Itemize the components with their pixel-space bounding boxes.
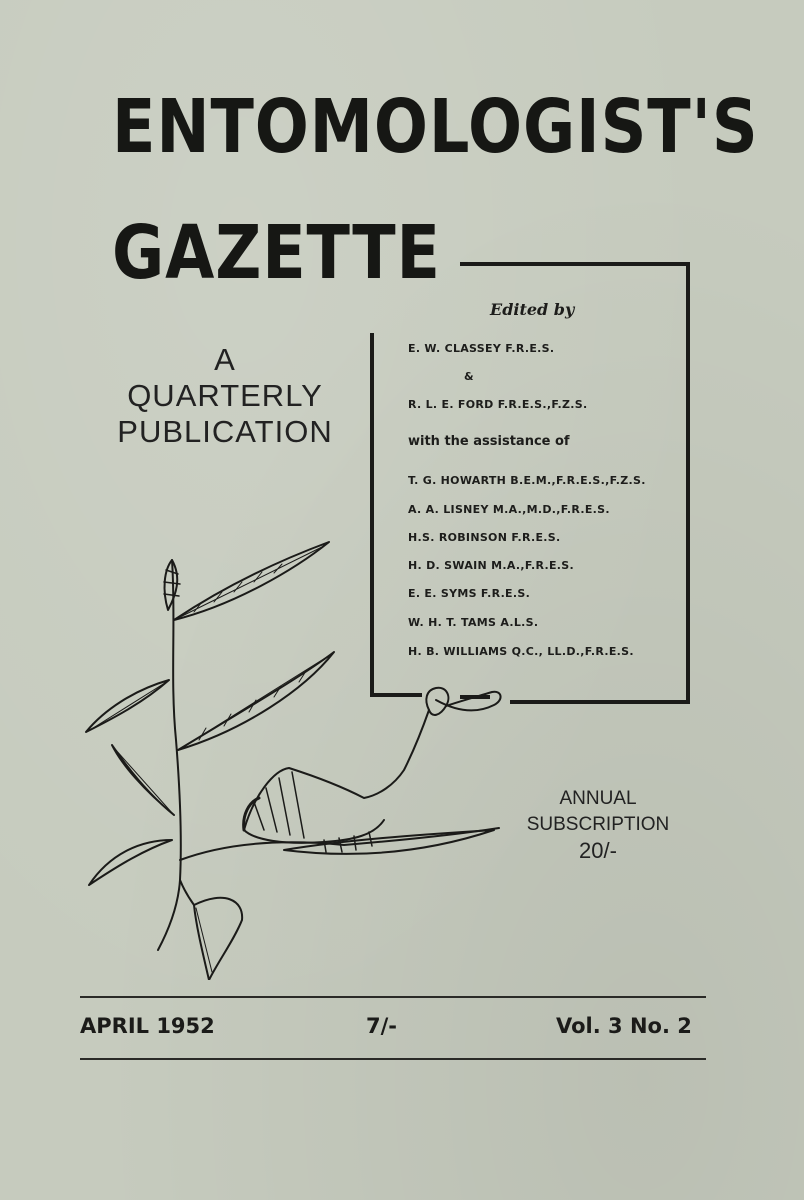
- subtitle-line: PUBLICATION: [117, 414, 333, 449]
- assistant-name: E. E. SYMS F.R.E.S.: [408, 587, 531, 600]
- assistant-name: A. A. LISNEY M.A.,M.D.,F.R.E.S.: [408, 503, 610, 516]
- editor-name: E. W. CLASSEY F.R.E.S.: [408, 342, 555, 355]
- footer-rule-bottom: [80, 1058, 706, 1060]
- annual-subscription: [522, 786, 674, 864]
- publication-subtitle: [100, 342, 350, 450]
- subtitle-line: QUARTERLY: [127, 378, 323, 413]
- assistant-name: T. G. HOWARTH B.E.M.,F.R.E.S.,F.Z.S.: [408, 474, 646, 487]
- footer-rule-top: [80, 996, 706, 998]
- assistant-name: H. D. SWAIN M.A.,F.R.E.S.: [408, 559, 574, 572]
- subscription-price: 20/-: [579, 838, 617, 863]
- assistant-name: H. B. WILLIAMS Q.C., LL.D.,F.R.E.S.: [408, 645, 634, 658]
- editor-ampersand: &: [464, 370, 474, 383]
- assistant-name: W. H. T. TAMS A.L.S.: [408, 616, 539, 629]
- subscription-line: ANNUAL: [559, 788, 637, 809]
- title-line-1: ENTOMOLOGIST'S: [112, 84, 759, 170]
- issue-date: APRIL 1952: [80, 1014, 215, 1038]
- assistant-name: H.S. ROBINSON F.R.E.S.: [408, 531, 561, 544]
- subscription-line: SUBSCRIPTION: [526, 814, 670, 835]
- editor-name: R. L. E. FORD F.R.E.S.,F.Z.S.: [408, 398, 588, 411]
- title-line-2: GAZETTE: [112, 210, 441, 296]
- edited-by-label: Edited by: [490, 300, 575, 319]
- issue-price: 7/-: [366, 1014, 397, 1038]
- caterpillar-on-willow-icon: [84, 540, 514, 980]
- assistance-label: with the assistance of: [408, 434, 570, 449]
- issue-volume: Vol. 3 No. 2: [556, 1014, 692, 1038]
- subtitle-line: A: [214, 342, 236, 377]
